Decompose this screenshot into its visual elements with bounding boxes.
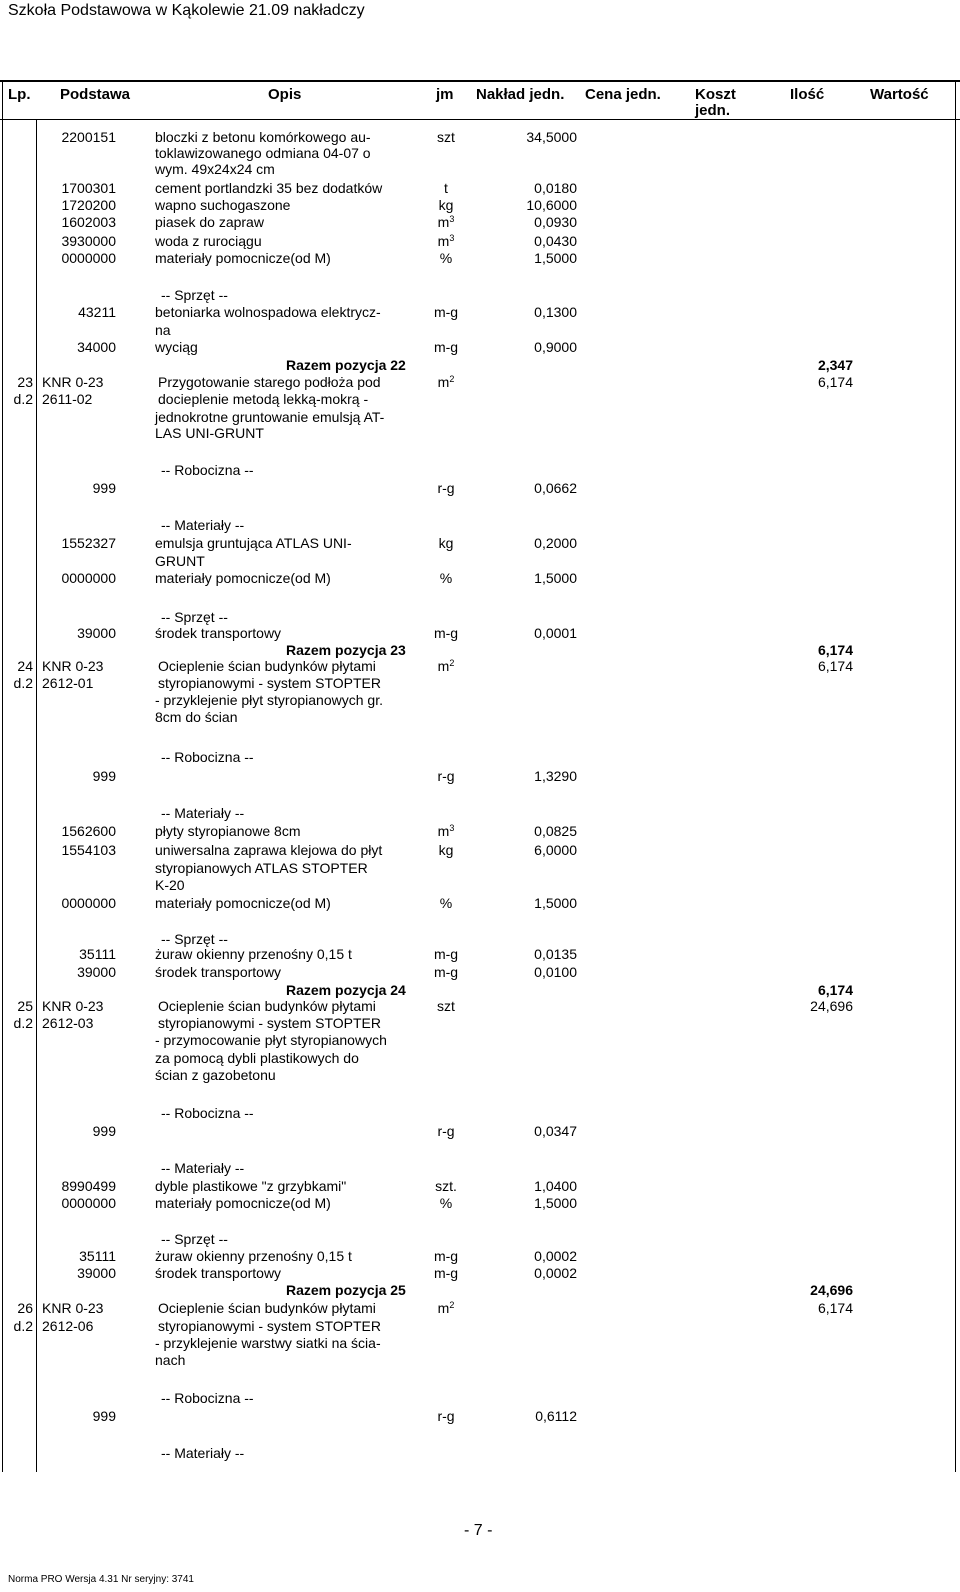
- description-text: jednokrotne gruntowanie emulsją AT-: [155, 409, 385, 425]
- unit-input: 0,0347: [534, 1123, 577, 1139]
- unit-input: 0,2000: [534, 535, 577, 551]
- item-number: d.2: [13, 675, 33, 691]
- description-text: ścian z gazobetonu: [155, 1067, 276, 1083]
- header-top-rule: [0, 80, 960, 82]
- section-label: -- Robocizna --: [161, 462, 254, 478]
- document-title: Szkoła Podstawowa w Kąkolewie 21.09 nakładczy: [8, 2, 365, 19]
- description-text: środek transportowy: [155, 964, 282, 980]
- unit-input: 10,6000: [526, 197, 577, 213]
- resource-code: 1720200: [61, 197, 116, 213]
- description-text: Ocieplenie ścian budynków płytami: [158, 1300, 376, 1316]
- unit-input: 0,0002: [534, 1265, 577, 1281]
- section-label: -- Materiały --: [161, 1445, 245, 1461]
- unit: m-g: [433, 339, 459, 355]
- description-text: styropianowymi - system STOPTER: [158, 1015, 382, 1031]
- unit: szt.: [435, 1178, 457, 1194]
- unit: r-g: [437, 1408, 455, 1424]
- unit: m-g: [433, 946, 459, 962]
- resource-code: 0000000: [61, 895, 116, 911]
- quantity: 6,174: [817, 658, 853, 674]
- item-number: d.2: [13, 1318, 33, 1334]
- description-text: Przygotowanie starego podłoża pod: [158, 374, 381, 390]
- position-total-label: Razem pozycja 23: [286, 642, 406, 658]
- unit-input: 34,5000: [526, 129, 577, 145]
- unit: m-g: [433, 964, 459, 980]
- description-text: dyble plastikowe "z grzybkami": [155, 1178, 347, 1194]
- unit: m-g: [433, 1248, 459, 1264]
- resource-code: 2200151: [61, 129, 116, 145]
- description-text: żuraw okienny przenośny 0,15 t: [155, 946, 352, 962]
- position-total-label: Razem pozycja 25: [286, 1282, 406, 1298]
- resource-code: 999: [92, 1123, 116, 1139]
- description-text: styropianowymi - system STOPTER: [158, 1318, 382, 1334]
- description-text: LAS UNI-GRUNT: [155, 425, 264, 441]
- unit-input: 1,5000: [534, 570, 577, 586]
- quantity: 6,174: [817, 1300, 853, 1316]
- description-text: emulsja gruntująca ATLAS UNI-: [155, 535, 352, 551]
- unit-input: 0,0430: [534, 233, 577, 249]
- col-header-opis: Opis: [268, 86, 302, 103]
- resource-code: 1700301: [61, 180, 116, 196]
- unit-exponent: 2: [449, 1300, 455, 1310]
- basis-code: 2612-01: [42, 675, 94, 691]
- unit: $m^2$: [437, 374, 455, 390]
- basis-code: KNR 0-23: [42, 998, 104, 1014]
- description-text: materiały pomocnicze(od M): [155, 250, 331, 266]
- unit: szt: [437, 998, 455, 1014]
- description-text: styropianowymi - system STOPTER: [158, 675, 382, 691]
- unit-input: 6,0000: [534, 842, 577, 858]
- unit-input: 0,6112: [535, 1408, 577, 1424]
- resource-code: 39000: [77, 964, 116, 980]
- unit: kg: [438, 535, 454, 551]
- unit: r-g: [437, 1123, 455, 1139]
- resource-code: 1552327: [61, 535, 116, 551]
- position-total-value: 6,174: [817, 642, 853, 658]
- unit-input: 1,3290: [534, 768, 577, 784]
- section-label: -- Materiały --: [161, 517, 245, 533]
- unit: kg: [438, 197, 454, 213]
- description-text: uniwersalna zaprawa klejowa do płyt: [155, 842, 383, 858]
- col-header-lp: Lp.: [8, 86, 31, 103]
- position-total-value: 2,347: [817, 357, 853, 373]
- section-label: -- Robocizna --: [161, 1390, 254, 1406]
- resource-code: 0000000: [61, 250, 116, 266]
- description-text: woda z rurociągu: [155, 233, 262, 249]
- description-text: Ocieplenie ścian budynków płytami: [158, 998, 376, 1014]
- unit: t: [444, 180, 448, 196]
- section-label: -- Sprzęt --: [161, 931, 228, 947]
- description-text: żuraw okienny przenośny 0,15 t: [155, 1248, 352, 1264]
- unit: %: [439, 1195, 453, 1211]
- unit-exponent: 3: [449, 823, 455, 833]
- item-number: 26: [17, 1300, 33, 1316]
- col-header-podstawa: Podstawa: [60, 86, 131, 103]
- section-label: -- Sprzęt --: [161, 609, 228, 625]
- description-text: 8cm do ścian: [155, 709, 238, 725]
- unit-input: 0,0135: [534, 946, 577, 962]
- unit: %: [439, 570, 453, 586]
- description-text: K-20: [155, 877, 185, 893]
- col-header-koszt: Koszt: [695, 86, 736, 103]
- item-number: d.2: [13, 391, 33, 407]
- description-text: Ocieplenie ścian budynków płytami: [158, 658, 376, 674]
- resource-code: 999: [92, 1408, 116, 1424]
- basis-code: 2612-03: [42, 1015, 94, 1031]
- unit: $m^2$: [437, 658, 455, 674]
- item-number: d.2: [13, 1015, 33, 1031]
- description-text: cement portlandzki 35 bez dodatków: [155, 180, 383, 196]
- resource-code: 39000: [77, 625, 116, 641]
- description-text: środek transportowy: [155, 1265, 282, 1281]
- description-text: piasek do zapraw: [155, 214, 264, 230]
- description-text: nach: [155, 1352, 186, 1368]
- left-border: [2, 80, 3, 1472]
- resource-code: 999: [92, 480, 116, 496]
- description-text: materiały pomocnicze(od M): [155, 1195, 331, 1211]
- unit: kg: [438, 842, 454, 858]
- basis-code: 2611-02: [42, 391, 93, 407]
- col-header-wartosc: Wartość: [870, 86, 929, 103]
- basis-code: 2612-06: [42, 1318, 94, 1334]
- unit: $m^3$: [437, 823, 455, 839]
- col-header-jm: jm: [436, 86, 454, 103]
- resource-code: 0000000: [61, 570, 116, 586]
- resource-code: 39000: [77, 1265, 116, 1281]
- software-footer: Norma PRO Wersja 4.31 Nr seryjny: 3741: [8, 1574, 194, 1585]
- description-text: materiały pomocnicze(od M): [155, 895, 331, 911]
- unit-input: 0,0002: [534, 1248, 577, 1264]
- description-text: GRUNT: [155, 553, 205, 569]
- item-number: 23: [17, 374, 33, 390]
- description-text: - przymocowanie płyt styropianowych: [155, 1032, 387, 1048]
- unit: r-g: [437, 768, 455, 784]
- position-total-value: 24,696: [810, 1282, 853, 1298]
- description-text: płyty styropianowe 8cm: [155, 823, 301, 839]
- resource-code: 1554103: [61, 842, 116, 858]
- description-text: docieplenie metodą lekką-mokrą -: [158, 391, 369, 407]
- description-text: wyciąg: [155, 339, 198, 355]
- section-label: -- Materiały --: [161, 1160, 245, 1176]
- col-header-naklad: Nakład jedn.: [476, 86, 565, 103]
- description-text: toklawizowanego odmiana 04-07 o: [155, 145, 371, 161]
- col-header-cena: Cena jedn.: [585, 86, 661, 103]
- unit-input: 1,5000: [534, 250, 577, 266]
- resource-code: 35111: [79, 946, 116, 962]
- unit: m-g: [433, 625, 459, 641]
- resource-code: 3930000: [61, 233, 116, 249]
- unit-input: 1,5000: [534, 895, 577, 911]
- section-label: -- Materiały --: [161, 805, 245, 821]
- unit: m-g: [433, 1265, 459, 1281]
- basis-code: KNR 0-23: [42, 374, 104, 390]
- unit-input: 0,0825: [534, 823, 577, 839]
- page-number: - 7 -: [464, 1522, 493, 1539]
- unit: $m^2$: [437, 1300, 455, 1316]
- description-text: wym. 49x24x24 cm: [155, 161, 275, 177]
- position-total-label: Razem pozycja 24: [286, 982, 406, 998]
- unit: $m^3$: [437, 233, 455, 249]
- description-text: bloczki z betonu komórkowego au-: [155, 129, 371, 145]
- resource-code: 8990499: [61, 1178, 116, 1194]
- item-number: 24: [17, 658, 33, 674]
- description-text: - przyklejenie płyt styropianowych gr.: [155, 692, 383, 708]
- unit: szt: [437, 129, 455, 145]
- section-label: -- Robocizna --: [161, 749, 254, 765]
- unit-exponent: 3: [449, 233, 455, 243]
- resource-code: 43211: [78, 304, 116, 320]
- header-bottom-rule: [0, 119, 960, 120]
- unit: r-g: [437, 480, 455, 496]
- unit: %: [439, 250, 453, 266]
- unit-exponent: 2: [449, 374, 455, 384]
- unit: %: [439, 895, 453, 911]
- description-text: wapno suchogaszone: [155, 197, 291, 213]
- unit: $m^3$: [437, 214, 455, 230]
- resource-code: 1562600: [61, 823, 116, 839]
- right-border: [955, 80, 956, 1472]
- description-text: środek transportowy: [155, 625, 282, 641]
- section-label: -- Robocizna --: [161, 1105, 254, 1121]
- unit-input: 0,0001: [534, 625, 577, 641]
- quantity: 6,174: [817, 374, 853, 390]
- section-label: -- Sprzęt --: [161, 1231, 228, 1247]
- resource-code: 35111: [79, 1248, 116, 1264]
- resource-code: 999: [92, 768, 116, 784]
- unit: m-g: [433, 304, 459, 320]
- position-total-value: 6,174: [817, 982, 853, 998]
- basis-code: KNR 0-23: [42, 658, 104, 674]
- description-text: na: [155, 322, 171, 338]
- unit-input: 0,0930: [534, 214, 577, 230]
- quantity: 24,696: [810, 998, 853, 1014]
- resource-code: 34000: [77, 339, 116, 355]
- basis-code: KNR 0-23: [42, 1300, 104, 1316]
- description-text: materiały pomocnicze(od M): [155, 570, 331, 586]
- unit-exponent: 3: [449, 214, 455, 224]
- description-text: za pomocą dybli plastikowych do: [155, 1050, 359, 1066]
- unit-input: 0,0100: [534, 964, 577, 980]
- description-text: betoniarka wolnospadowa elektrycz-: [155, 304, 381, 320]
- resource-code: 0000000: [61, 1195, 116, 1211]
- unit-input: 0,9000: [534, 339, 577, 355]
- unit-input: 0,0662: [534, 480, 577, 496]
- unit-input: 1,5000: [534, 1195, 577, 1211]
- description-text: - przyklejenie warstwy siatki na ścia-: [155, 1335, 381, 1351]
- resource-code: 1602003: [61, 214, 116, 230]
- unit-input: 1,0400: [534, 1178, 577, 1194]
- item-number: 25: [17, 998, 33, 1014]
- col-header-koszt-jedn: jedn.: [695, 102, 731, 119]
- description-text: styropianowych ATLAS STOPTER: [155, 860, 368, 876]
- unit-exponent: 2: [449, 658, 455, 668]
- unit-input: 0,1300: [534, 304, 577, 320]
- col-header-ilosc: Ilość: [790, 86, 825, 103]
- section-label: -- Sprzęt --: [161, 287, 228, 303]
- unit-input: 0,0180: [534, 180, 577, 196]
- position-total-label: Razem pozycja 22: [286, 357, 406, 373]
